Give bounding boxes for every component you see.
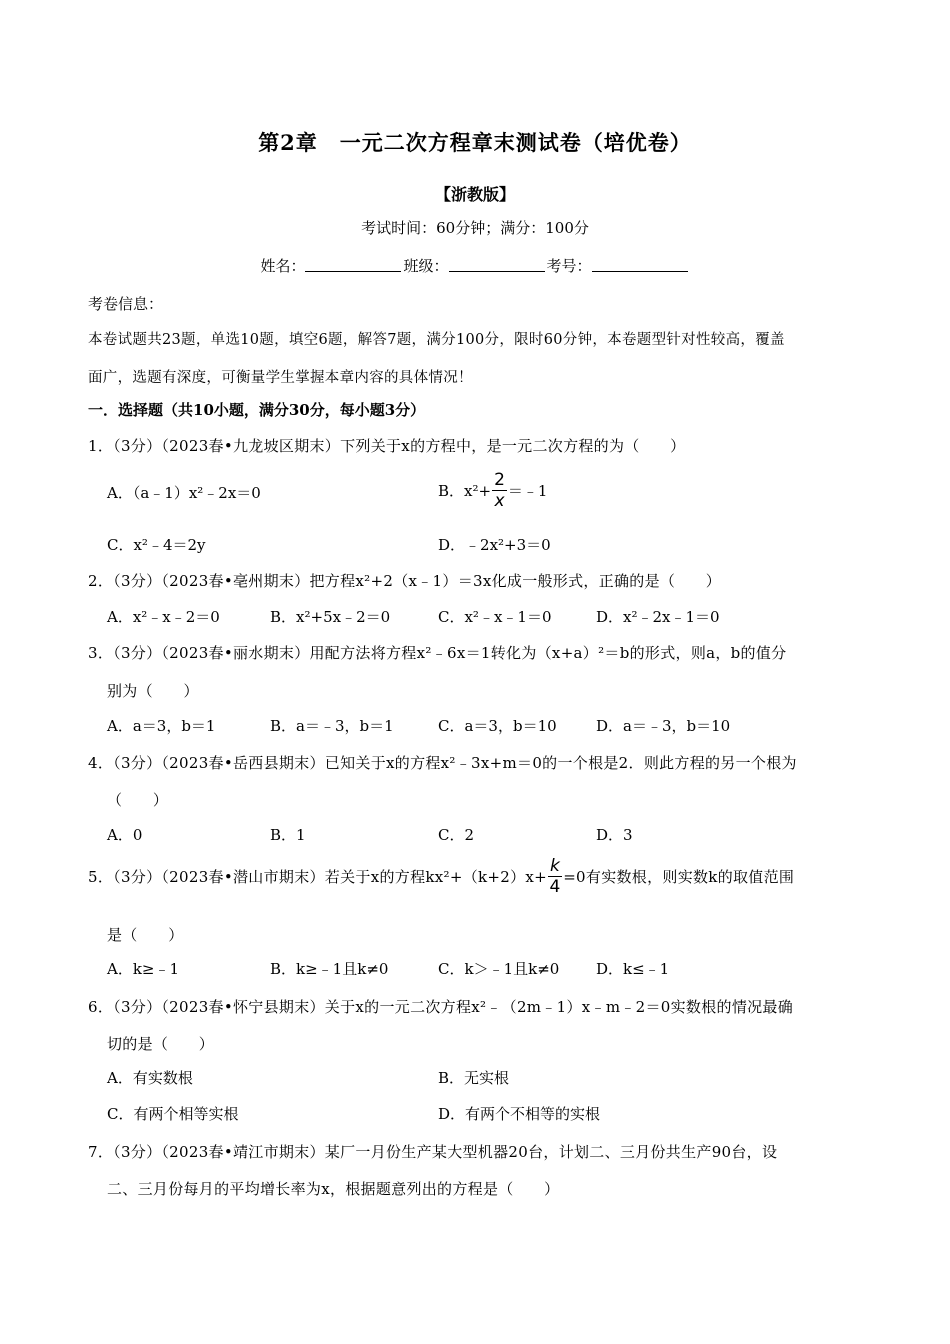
fraction-denominator: 4 bbox=[549, 877, 561, 897]
question-2-option-d[interactable]: D．x²﹣2x﹣1＝0 bbox=[596, 608, 720, 626]
question-7-stem-2: 二、三月份每月的平均增长率为x，根据题意列出的方程是（ ） bbox=[107, 1180, 560, 1198]
question-5-option-c[interactable]: C．k＞﹣1且k≠0 bbox=[438, 960, 560, 978]
name-label: 姓名： bbox=[260, 257, 306, 275]
info-line-1: 本卷试题共23题，单选10题，填空6题，解答7题，满分100分，限时60分钟，本卷题型针对性较高，覆盖 bbox=[88, 332, 785, 348]
question-6-option-c[interactable]: C．有两个相等实根 bbox=[107, 1105, 239, 1123]
name-blank[interactable] bbox=[305, 257, 401, 272]
number-blank[interactable] bbox=[592, 257, 688, 272]
fraction-denominator: x bbox=[494, 491, 505, 511]
question-5-option-d[interactable]: D．k≤﹣1 bbox=[596, 960, 670, 978]
question-5-stem-prefix: 5．（3分）（2023春•潜山市期末）若关于x的方程kx²+（k+2）x+ bbox=[88, 868, 548, 886]
number-label: 考号： bbox=[546, 257, 592, 275]
question-3-option-d[interactable]: D．a＝﹣3，b＝10 bbox=[596, 717, 731, 735]
edition-label: 【浙教版】 bbox=[434, 185, 515, 204]
question-3-option-c[interactable]: C．a＝3，b＝10 bbox=[438, 717, 557, 735]
question-1-option-b-suffix: ＝﹣1 bbox=[507, 482, 548, 500]
question-4-option-c[interactable]: C．2 bbox=[438, 826, 475, 844]
question-3-stem-2: 别为（ ） bbox=[107, 682, 199, 700]
class-label: 班级： bbox=[403, 257, 449, 275]
question-2-option-a[interactable]: A．x²﹣x﹣2＝0 bbox=[107, 608, 220, 626]
fraction bbox=[548, 856, 562, 897]
section-title: 一．选择题（共10小题，满分30分，每小题3分） bbox=[88, 401, 426, 419]
question-4-option-d[interactable]: D．3 bbox=[596, 826, 633, 844]
question-2-stem: 2．（3分）（2023春•亳州期末）把方程x²+2（x﹣1）＝3x化成一般形式，正确的是（ ） bbox=[88, 572, 722, 590]
question-3-option-a[interactable]: A．a＝3，b＝1 bbox=[107, 717, 216, 735]
question-1-option-b-prefix: B．x²+ bbox=[438, 482, 492, 500]
question-2-option-b[interactable]: B．x²+5x﹣2＝0 bbox=[270, 608, 391, 626]
question-6-stem-1: 6．（3分）（2023春•怀宁县期末）关于x的一元二次方程x²﹣（2m﹣1）x﹣m﹣2＝0实数根的情况最确 bbox=[88, 998, 794, 1016]
question-5-stem-suffix: =0有实数根，则实数k的取值范围 bbox=[563, 868, 795, 886]
question-3-option-b[interactable]: B．a＝﹣3，b＝1 bbox=[270, 717, 394, 735]
fraction-numerator: k bbox=[550, 856, 561, 876]
question-3-stem-1: 3．（3分）（2023春•丽水期末）用配方法将方程x²﹣6x＝1转化为（x+a）²＝b的形式，则a，b的值分 bbox=[88, 644, 787, 662]
question-7-stem-1: 7．（3分）（2023春•靖江市期末）某厂一月份生产某大型机器20台，计划二、三月份共生产90台，设 bbox=[88, 1143, 778, 1161]
question-6-option-d[interactable]: D．有两个不相等的实根 bbox=[438, 1105, 601, 1123]
question-6-stem-2: 切的是（ ） bbox=[107, 1035, 215, 1053]
question-5-stem-1 bbox=[88, 856, 794, 897]
fraction-numerator: 2 bbox=[494, 470, 505, 490]
page-title: 第2章 一元二次方程章末测试卷（培优卷） bbox=[258, 130, 692, 155]
info-heading: 考卷信息： bbox=[88, 295, 164, 313]
question-4-option-a[interactable]: A．0 bbox=[107, 826, 143, 844]
question-6-option-b[interactable]: B．无实根 bbox=[438, 1069, 510, 1087]
fraction bbox=[492, 470, 507, 511]
student-fields bbox=[0, 255, 950, 276]
question-5-option-b[interactable]: B．k≥﹣1且k≠0 bbox=[270, 960, 389, 978]
question-6-option-a[interactable]: A．有实数根 bbox=[107, 1069, 193, 1087]
question-1-option-d[interactable]: D．﹣2x²+3＝0 bbox=[438, 536, 551, 554]
question-4-stem-2: （ ） bbox=[107, 791, 169, 809]
question-5-stem-2: 是（ ） bbox=[107, 926, 184, 944]
question-2-option-c[interactable]: C．x²﹣x﹣1＝0 bbox=[438, 608, 552, 626]
question-4-stem-1: 4．（3分）（2023春•岳西县期末）已知关于x的方程x²﹣3x+m＝0的一个根是2．则此方程的另一个根为 bbox=[88, 754, 797, 772]
question-5-option-a[interactable]: A．k≥﹣1 bbox=[107, 960, 180, 978]
question-1-stem: 1．（3分）（2023春•九龙坡区期末）下列关于x的方程中，是一元二次方程的为（ ） bbox=[88, 437, 686, 455]
exam-time: 考试时间：60分钟；满分：100分 bbox=[361, 219, 589, 237]
question-1-option-a[interactable]: A．（a﹣1）x²﹣2x＝0 bbox=[107, 484, 261, 502]
class-blank[interactable] bbox=[449, 257, 545, 272]
question-1-option-c[interactable]: C．x²﹣4＝2y bbox=[107, 536, 206, 554]
question-1-option-b[interactable] bbox=[438, 470, 547, 511]
info-line-2: 面广，选题有深度，可衡量学生掌握本章内容的具体情况！ bbox=[88, 370, 473, 386]
question-4-option-b[interactable]: B．1 bbox=[270, 826, 306, 844]
